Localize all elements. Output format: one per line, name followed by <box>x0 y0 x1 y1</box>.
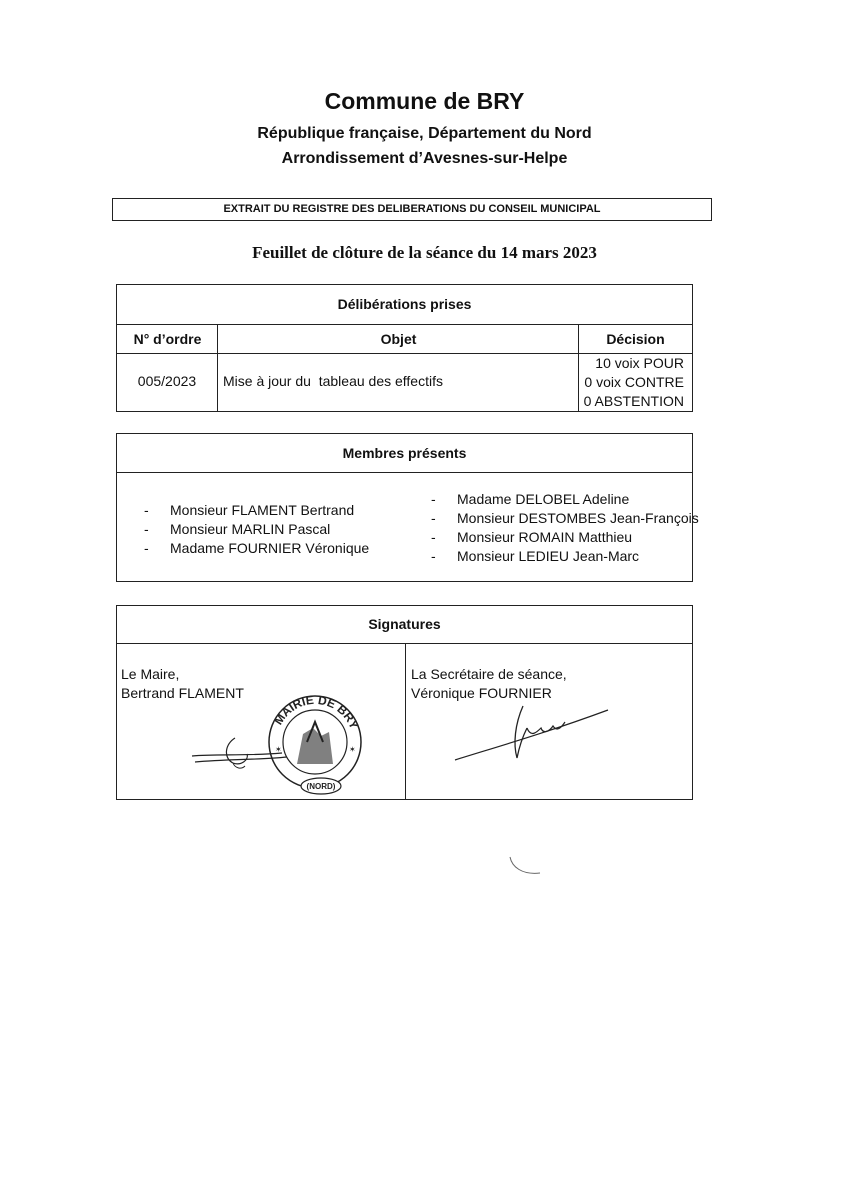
decision-against: 0 voix CONTRE <box>584 374 684 390</box>
list-item: - Monsieur DESTOMBES Jean-François <box>431 510 699 526</box>
signatures-heading: Signatures <box>117 606 692 644</box>
column-divider <box>217 325 218 411</box>
signature-divider <box>405 644 406 799</box>
mayor-role: Le Maire, <box>121 666 180 682</box>
column-header-object: Objet <box>218 325 579 354</box>
secretary-signature-image <box>453 698 613 768</box>
list-item: - Monsieur FLAMENT Bertrand <box>144 502 355 518</box>
list-item: - Monsieur LEDIEU Jean-Marc <box>431 548 640 564</box>
deliberation-number: 005/2023 <box>137 373 197 389</box>
register-extract-banner: EXTRAIT DU REGISTRE DES DELIBERATIONS DU CONSEIL MUNICIPAL <box>112 198 712 221</box>
list-item: - Madame DELOBEL Adeline <box>431 491 630 507</box>
deliberations-table <box>116 284 693 412</box>
deliberation-decision <box>579 354 684 411</box>
list-item: - Madame FOURNIER Véronique <box>144 540 370 556</box>
decision-for: 10 voix POUR <box>595 355 684 371</box>
session-closing-title: Feuillet de clôture de la séance du 14 mars 2023 <box>252 243 597 262</box>
svg-text:✶: ✶ <box>349 745 356 754</box>
deliberations-heading: Délibérations prises <box>117 285 692 325</box>
deliberation-object: Mise à jour du tableau des effectifs <box>223 373 443 389</box>
svg-text:MAIRIE DE BRY: MAIRIE DE BRY <box>271 692 362 732</box>
mayor-name: Bertrand FLAMENT <box>121 685 244 701</box>
list-item: - Monsieur ROMAIN Matthieu <box>431 529 633 545</box>
members-left-list <box>144 501 369 558</box>
secretary-role: La Secrétaire de séance, <box>411 666 567 682</box>
commune-title: Commune de BRY <box>324 88 525 114</box>
svg-text:✶: ✶ <box>275 745 282 754</box>
column-header-number: N° d’ordre <box>117 325 218 354</box>
members-heading: Membres présents <box>117 434 692 473</box>
svg-text:(NORD): (NORD) <box>306 782 336 791</box>
members-present-box <box>116 433 699 582</box>
arrondissement-line: Arrondissement d’Avesnes-sur-Helpe <box>281 150 568 167</box>
list-item: - Monsieur MARLIN Pascal <box>144 521 331 537</box>
column-header-decision: Décision <box>579 325 692 354</box>
decision-abstention: 0 ABSTENTION <box>583 393 684 409</box>
signatures-box <box>116 605 693 800</box>
republic-department-line: République française, Département du Nord <box>257 125 592 142</box>
secretary-name: Véronique FOURNIER <box>411 685 552 701</box>
stray-pen-mark <box>506 855 546 879</box>
members-right-list <box>431 490 699 566</box>
mayor-block <box>121 665 244 703</box>
town-hall-stamp-image <box>263 692 367 796</box>
